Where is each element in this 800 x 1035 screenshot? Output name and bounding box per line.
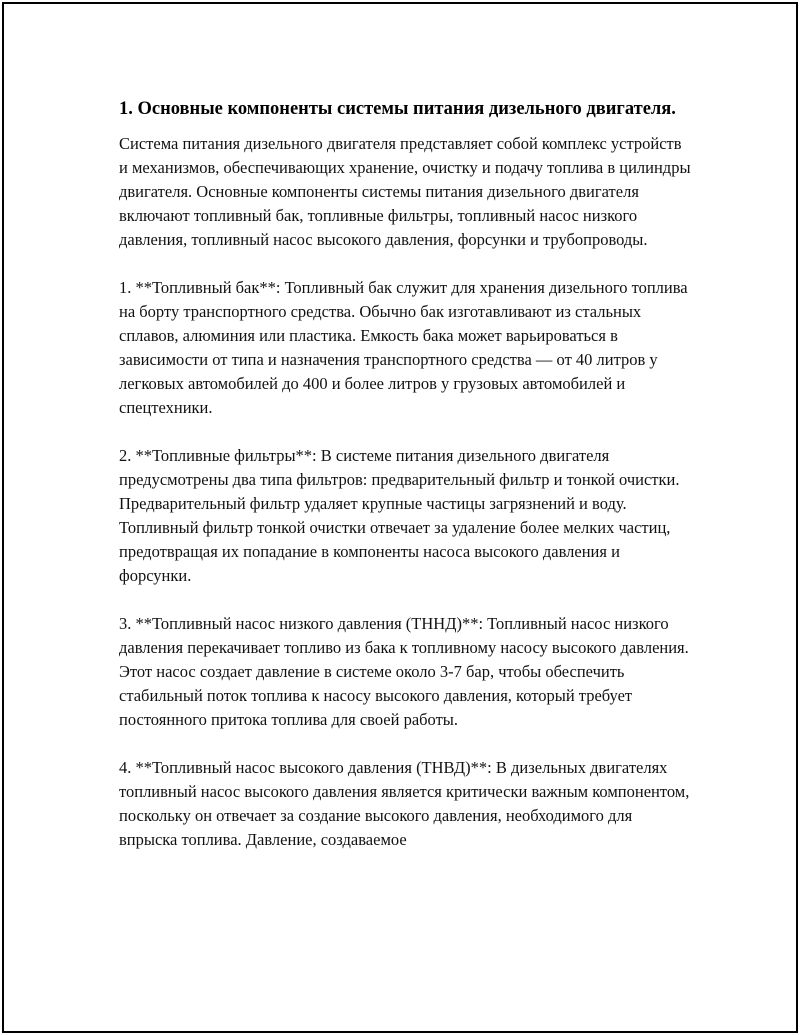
intro-paragraph: Система питания дизельного двигателя представляет собой комплекс устройств и механизмов, обеспечивающих хранение, очистку и подачу топлива в цилиндры двигателя. Основные компоненты системы питания дизельного двигателя включают топливный бак, топливные фильтры, топливный насос низкого давления, топливный насос высокого давления, форсунки и трубопроводы. (119, 134, 691, 249)
fuel-filters-paragraph: 2. **Топливные фильтры**: В системе питания дизельного двигателя предусмотрены два типа фильтров: предварительный фильтр и тонкой очистки. Предварительный фильтр удаляет крупные частицы загрязнений и воду. Топливный фильтр тонкой очистки отвечает за удаление более мелких частиц, предотвращая их попадание в компоненты насоса высокого давления и форсунки. (119, 446, 680, 585)
section-heading: 1. Основные компоненты системы питания дизельного двигателя. (119, 99, 676, 119)
document-page (2, 2, 798, 1033)
document-content (119, 96, 694, 876)
low-pressure-pump-paragraph: 3. **Топливный насос низкого давления (ТННД)**: Топливный насос низкого давления перекачивает топливо из бака к топливному насосу высокого давления. Этот насос создает давление в системе около 3-7 бар, чтобы обеспечить стабильный поток топлива к насосу высокого давления, который требует постоянного притока топлива для своей работы. (119, 614, 689, 729)
fuel-tank-paragraph: 1. **Топливный бак**: Топливный бак служит для хранения дизельного топлива на борту транспортного средства. Обычно бак изготавливают из стальных сплавов, алюминия или пластика. Емкость бака может варьироваться в зависимости от типа и назначения транспортного средства — от 40 литров у легковых автомобилей до 400 и более литров у грузовых автомобилей и спецтехники. (119, 278, 688, 417)
high-pressure-pump-paragraph: 4. **Топливный насос высокого давления (ТНВД)**: В дизельных двигателях топливный насос высокого давления является критически важным компонентом, поскольку он отвечает за создание высокого давления, необходимого для впрыска топлива. Давление, создаваемое (119, 758, 690, 849)
